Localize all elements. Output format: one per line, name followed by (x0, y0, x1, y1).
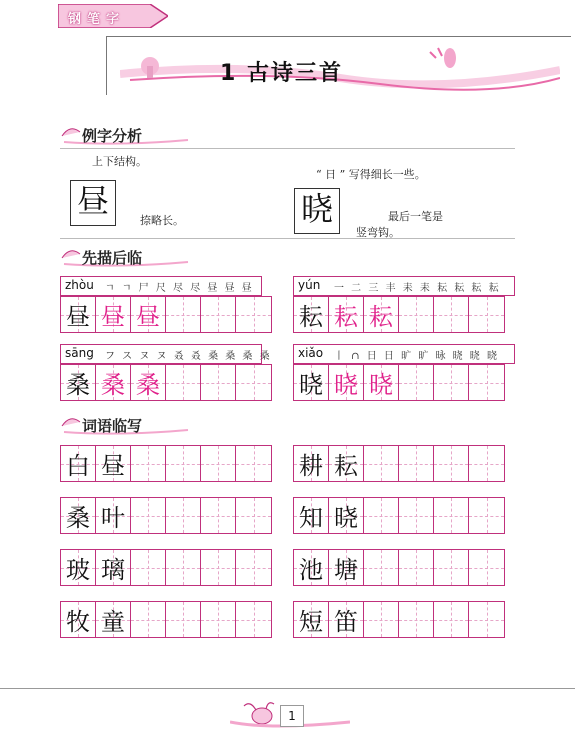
char1-box (70, 180, 116, 226)
grid-cell[interactable] (131, 550, 166, 585)
grid-cell: 桑 (131, 365, 166, 400)
grid-cell: 昼 (131, 297, 166, 332)
grid-cell[interactable] (236, 550, 271, 585)
grid-cell[interactable] (469, 550, 504, 585)
grid-cell: 晓 (294, 365, 329, 400)
grid-cell[interactable] (131, 602, 166, 637)
grid-cell: 塘 (329, 550, 364, 585)
word-writing-grid[interactable] (60, 445, 272, 482)
grid-cell[interactable] (434, 297, 469, 332)
grid-cell[interactable] (469, 446, 504, 481)
char1: 昼 (76, 182, 109, 220)
grid-cell: 童 (96, 602, 131, 637)
pinyin-strip (60, 276, 262, 296)
char1-note-top: 上下结构。 (92, 155, 147, 168)
grid-cell: 短 (294, 602, 329, 637)
page-number: 1 (280, 705, 304, 727)
stroke-order: 一 二 三 丰 耒 耒 耘 耘 耘 耘 (334, 283, 501, 294)
grid-cell: 璃 (96, 550, 131, 585)
grid-cell: 桑 (61, 498, 96, 533)
grid-cell[interactable] (434, 602, 469, 637)
grid-cell[interactable] (201, 498, 236, 533)
grid-cell[interactable] (166, 297, 201, 332)
grid-cell[interactable] (469, 602, 504, 637)
trace-row (60, 344, 280, 402)
grid-cell: 耘 (294, 297, 329, 332)
footer-line (0, 688, 575, 689)
grid-cell: 耘 (329, 297, 364, 332)
grid-cell[interactable] (399, 602, 434, 637)
word-writing-grid[interactable] (293, 601, 505, 638)
stroke-order: ㄱ ㄱ 尸 尺 尽 尽 昼 昼 昼 (105, 283, 254, 294)
writing-grid[interactable] (293, 296, 505, 333)
word-writing-grid[interactable] (60, 497, 272, 534)
word-writing-grid[interactable] (60, 549, 272, 586)
grid-cell: 晓 (364, 365, 399, 400)
section-example-header (60, 122, 190, 146)
pinyin-strip (293, 344, 515, 364)
grid-cell[interactable] (364, 550, 399, 585)
word-writing-grid[interactable] (293, 445, 505, 482)
grid-cell: 昼 (96, 446, 131, 481)
grid-cell[interactable] (166, 365, 201, 400)
grid-cell[interactable] (236, 498, 271, 533)
grid-cell[interactable] (236, 297, 271, 332)
grid-cell: 笛 (329, 602, 364, 637)
char2-box (294, 188, 340, 234)
grid-cell: 晓 (329, 365, 364, 400)
grid-cell[interactable] (166, 602, 201, 637)
grid-cell[interactable] (399, 297, 434, 332)
grid-cell[interactable] (131, 498, 166, 533)
grid-cell: 叶 (96, 498, 131, 533)
grid-cell[interactable] (469, 297, 504, 332)
stroke-order: 丨 ∩ 日 日 旷 旷 昹 晓 晓 晓 (334, 351, 499, 362)
pinyin-strip (293, 276, 515, 296)
grid-cell[interactable] (399, 498, 434, 533)
grid-cell: 耕 (294, 446, 329, 481)
grid-cell[interactable] (131, 446, 166, 481)
stroke-order: フ ス ヌ ヌ 叒 叒 桑 桑 桑 桑 (105, 351, 272, 362)
trace-row (293, 344, 515, 402)
grid-cell[interactable] (201, 602, 236, 637)
grid-cell[interactable] (399, 550, 434, 585)
writing-grid[interactable] (60, 364, 272, 401)
grid-cell: 桑 (61, 365, 96, 400)
grid-cell[interactable] (434, 550, 469, 585)
pinyin: xiǎo (298, 346, 324, 360)
grid-cell: 知 (294, 498, 329, 533)
grid-cell[interactable] (434, 365, 469, 400)
pinyin: yún (298, 278, 321, 292)
grid-cell: 耘 (364, 297, 399, 332)
grid-cell[interactable] (364, 446, 399, 481)
grid-cell: 玻 (61, 550, 96, 585)
grid-cell[interactable] (434, 446, 469, 481)
pinyin: zhòu (65, 278, 94, 292)
divider (60, 238, 515, 239)
section-trace-header (60, 244, 190, 268)
writing-grid[interactable] (60, 296, 272, 333)
grid-cell[interactable] (399, 365, 434, 400)
char2-note-top: “ 日 ” 写得细长一些。 (316, 168, 426, 181)
grid-cell[interactable] (166, 498, 201, 533)
grid-cell: 池 (294, 550, 329, 585)
trace-row (293, 276, 515, 334)
word-writing-grid[interactable] (293, 549, 505, 586)
section-words-label: 词语临写 (82, 417, 143, 435)
grid-cell: 白 (61, 446, 96, 481)
char2: 晓 (300, 190, 333, 228)
grid-cell[interactable] (166, 550, 201, 585)
grid-cell: 昼 (61, 297, 96, 332)
char1-note-side: 捺略长。 (140, 214, 184, 227)
grid-cell[interactable] (236, 365, 271, 400)
writing-grid[interactable] (293, 364, 505, 401)
grid-cell[interactable] (469, 365, 504, 400)
pinyin-strip (60, 344, 272, 364)
word-writing-grid[interactable] (60, 601, 272, 638)
page-title: 1 古诗三首 (220, 61, 343, 86)
grid-cell[interactable] (434, 498, 469, 533)
grid-cell[interactable] (399, 446, 434, 481)
grid-cell[interactable] (364, 602, 399, 637)
grid-cell: 牧 (61, 602, 96, 637)
word-writing-grid[interactable] (293, 497, 505, 534)
grid-cell[interactable] (201, 446, 236, 481)
section-words-header (60, 412, 190, 436)
char2-note-side-1: 最后一笔是 (388, 210, 443, 223)
grid-cell[interactable] (364, 498, 399, 533)
grid-cell[interactable] (201, 550, 236, 585)
header-tab-label: 钢笔字 (68, 12, 126, 27)
grid-cell[interactable] (236, 446, 271, 481)
grid-cell[interactable] (201, 365, 236, 400)
grid-cell[interactable] (236, 602, 271, 637)
section-example-label: 例字分析 (82, 127, 143, 145)
section-trace-label: 先描后临 (82, 249, 143, 267)
char2-note-side-2: 竖弯钩。 (356, 226, 400, 239)
grid-cell: 桑 (96, 365, 131, 400)
pinyin: sāng (65, 346, 94, 360)
grid-cell[interactable] (469, 498, 504, 533)
grid-cell[interactable] (201, 297, 236, 332)
grid-cell[interactable] (166, 446, 201, 481)
grid-cell: 耘 (329, 446, 364, 481)
grid-cell: 晓 (329, 498, 364, 533)
divider (60, 148, 515, 149)
trace-row (60, 276, 280, 334)
grid-cell: 昼 (96, 297, 131, 332)
